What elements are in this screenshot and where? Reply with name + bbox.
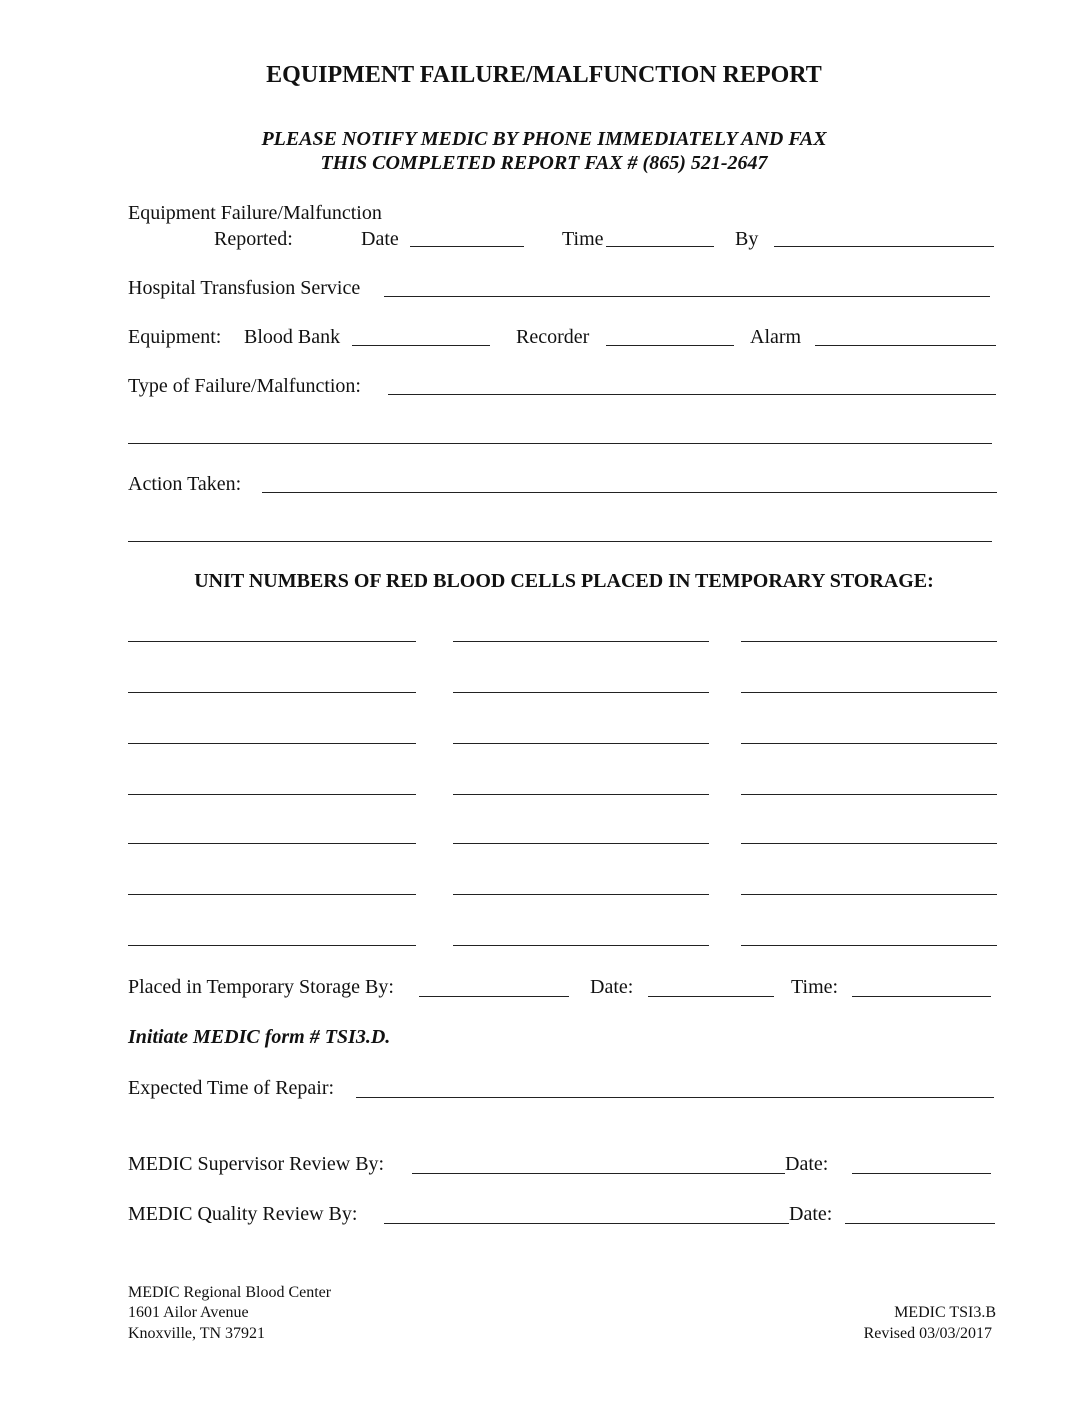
unit-number-field[interactable]	[741, 894, 997, 895]
unit-number-field[interactable]	[453, 692, 709, 693]
notice-line-2: THIS COMPLETED REPORT FAX # (865) 521-2647	[320, 152, 768, 174]
unit-number-field[interactable]	[128, 743, 416, 744]
storage-time-label: Time:	[791, 976, 839, 998]
unit-number-field[interactable]	[453, 843, 709, 844]
unit-number-field[interactable]	[741, 945, 997, 946]
footer-revised: Revised 03/03/2017	[863, 1325, 992, 1342]
action-label: Action Taken:	[128, 473, 242, 495]
storage-date-label: Date:	[590, 976, 634, 998]
unit-number-field[interactable]	[128, 794, 416, 795]
failure-type-field-line-2[interactable]	[128, 443, 992, 444]
unit-number-field[interactable]	[741, 641, 997, 642]
reported-by-label: By	[735, 228, 759, 250]
unit-number-field[interactable]	[453, 945, 709, 946]
recorder-field[interactable]	[606, 345, 734, 346]
placed-by-label: Placed in Temporary Storage By:	[128, 976, 394, 998]
report-title: EQUIPMENT FAILURE/MALFUNCTION REPORT	[266, 62, 822, 88]
reported-time-label: Time	[562, 228, 604, 250]
quality-label: MEDIC Quality Review By:	[128, 1203, 358, 1225]
quality-date-field[interactable]	[845, 1223, 995, 1224]
reported-time-field[interactable]	[606, 246, 714, 247]
reported-date-label: Date	[361, 228, 399, 250]
unit-number-field[interactable]	[128, 894, 416, 895]
repair-label: Expected Time of Repair:	[128, 1077, 335, 1099]
equipment-label: Equipment:	[128, 326, 222, 348]
footer-address-1: 1601 Ailor Avenue	[128, 1304, 249, 1321]
unit-number-field[interactable]	[741, 843, 997, 844]
storage-time-field[interactable]	[852, 996, 991, 997]
failure-type-field[interactable]	[388, 394, 996, 395]
unit-number-field[interactable]	[128, 945, 416, 946]
action-field[interactable]	[262, 492, 997, 493]
footer-form-id: MEDIC TSI3.B	[894, 1304, 996, 1321]
supervisor-date-label: Date:	[785, 1153, 829, 1175]
reported-date-field[interactable]	[410, 246, 524, 247]
notice-line-1: PLEASE NOTIFY MEDIC BY PHONE IMMEDIATELY AND FAX	[261, 128, 827, 150]
unit-number-field[interactable]	[453, 743, 709, 744]
reported-by-field[interactable]	[774, 246, 994, 247]
failure-type-label: Type of Failure/Malfunction:	[128, 375, 361, 397]
blood-bank-label: Blood Bank	[244, 326, 341, 348]
placed-by-field[interactable]	[419, 996, 569, 997]
reported-heading: Equipment Failure/Malfunction	[128, 202, 382, 224]
unit-number-field[interactable]	[741, 794, 997, 795]
repair-field[interactable]	[356, 1097, 994, 1098]
unit-number-field[interactable]	[453, 794, 709, 795]
initiate-instruction: Initiate MEDIC form # TSI3.D.	[128, 1026, 391, 1048]
recorder-label: Recorder	[516, 326, 590, 348]
blood-bank-field[interactable]	[352, 345, 490, 346]
quality-date-label: Date:	[789, 1203, 833, 1225]
unit-number-field[interactable]	[128, 843, 416, 844]
supervisor-label: MEDIC Supervisor Review By:	[128, 1153, 385, 1175]
unit-number-field[interactable]	[453, 894, 709, 895]
unit-number-field[interactable]	[128, 692, 416, 693]
alarm-label: Alarm	[750, 326, 802, 348]
quality-field[interactable]	[384, 1223, 789, 1224]
hospital-label: Hospital Transfusion Service	[128, 277, 361, 299]
unit-numbers-heading: UNIT NUMBERS OF RED BLOOD CELLS PLACED IN TEMPORARY STORAGE:	[194, 570, 934, 592]
supervisor-date-field[interactable]	[852, 1173, 991, 1174]
reported-label: Reported:	[214, 228, 293, 250]
action-field-line-2[interactable]	[128, 541, 992, 542]
unit-number-field[interactable]	[128, 641, 416, 642]
hospital-field[interactable]	[384, 296, 990, 297]
unit-number-field[interactable]	[453, 641, 709, 642]
supervisor-field[interactable]	[412, 1173, 785, 1174]
unit-number-field[interactable]	[741, 743, 997, 744]
unit-number-field[interactable]	[741, 692, 997, 693]
footer-org: MEDIC Regional Blood Center	[128, 1284, 332, 1301]
footer-address-2: Knoxville, TN 37921	[128, 1325, 266, 1342]
alarm-field[interactable]	[815, 345, 996, 346]
storage-date-field[interactable]	[648, 996, 774, 997]
